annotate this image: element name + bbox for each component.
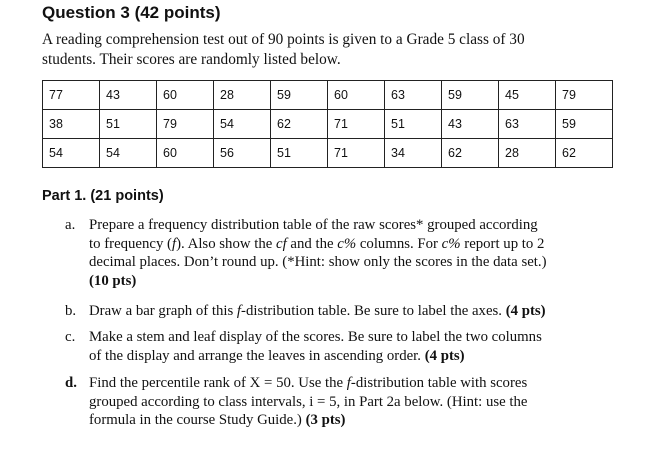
item-d-f-symbol: f [346,375,351,391]
item-d-points: (3 pts) [305,412,346,429]
item-b-f-symbol: f [236,303,242,319]
item-d-line-3 [89,411,625,430]
score-cell: 77 [43,81,100,110]
item-a-line-1: Prepare a frequency distribution table of the raw scores* grouped according [89,217,538,233]
item-a-text: and the [286,235,338,252]
score-cell: 28 [214,81,271,110]
question-item-d [65,374,625,430]
item-a-line-3: decimal places. Don’t round up. (*Hint: show only the scores in the data set.) [89,254,547,271]
question-item-a [65,216,625,290]
score-cell: 51 [271,139,328,168]
score-cell: 63 [499,110,556,139]
item-b-line-1 [89,302,625,321]
score-cell: 63 [385,81,442,110]
intro-paragraph [42,30,622,70]
score-cell: 62 [271,110,328,139]
question-item-b [65,302,625,321]
item-a-line-2 [89,235,625,254]
item-d-letter: d. [65,375,77,391]
item-a-letter: a. [65,217,76,233]
question-item-c [65,328,625,365]
item-d-line-1 [89,374,625,393]
item-d-text: formula in the course Study Guide.) [89,412,306,429]
item-c-points: (4 pts) [424,347,465,364]
score-cell: 43 [442,110,499,139]
item-a-text: to frequency ( [89,235,172,252]
item-c-letter: c. [65,329,76,345]
score-cell: 62 [442,139,499,168]
scores-table [42,80,613,168]
item-d-text: -distribution table with scores [350,375,528,391]
score-cell: 54 [100,139,157,168]
score-cell: 59 [442,81,499,110]
score-cell: 54 [214,110,271,139]
item-a-points: (10 pts) [89,272,137,289]
item-b-letter: b. [65,303,77,319]
item-a-f-symbol: f [172,235,177,252]
item-a-cf-symbol: cf [276,235,287,252]
item-b-points: (4 pts) [505,303,546,319]
intro-line-2: students. Their scores are randomly listed below. [42,51,341,68]
item-a-cpct-symbol: c% [337,235,357,252]
score-cell: 51 [385,110,442,139]
item-d-text: Find the percentile rank of X = 50. Use the [89,375,347,391]
score-cell: 34 [385,139,442,168]
score-cell: 79 [556,81,613,110]
score-cell: 56 [214,139,271,168]
question-heading: Question 3 (42 points) [42,3,221,22]
score-cell: 60 [328,81,385,110]
item-d-line-2: grouped according to class intervals, i = 5, in Part 2a below. (Hint: use the [89,393,528,410]
score-cell: 38 [43,110,100,139]
item-a-text: columns. For [356,235,442,252]
table-row [43,139,613,168]
score-cell: 71 [328,139,385,168]
score-cell: 62 [556,139,613,168]
item-a-cpct-symbol: c% [441,235,461,252]
score-cell: 79 [157,110,214,139]
score-cell: 59 [271,81,328,110]
table-row [43,110,613,139]
score-cell: 54 [43,139,100,168]
score-cell: 59 [556,110,613,139]
score-cell: 60 [157,81,214,110]
intro-line-1: A reading comprehension test out of 90 points is given to a Grade 5 class of 30 [42,31,525,48]
item-b-text: Draw a bar graph of this [89,303,237,319]
item-a-text: report up to 2 [460,235,545,252]
score-cell: 28 [499,139,556,168]
score-cell: 43 [100,81,157,110]
item-c-line-1: Make a stem and leaf display of the scores. Be sure to label the two columns [89,329,542,345]
item-a-text: ). Also show the [176,235,277,252]
score-cell: 51 [100,110,157,139]
score-cell: 45 [499,81,556,110]
part-1-title: Part 1. (21 points) [42,188,164,204]
score-cell: 71 [328,110,385,139]
score-cell: 60 [157,139,214,168]
table-row [43,81,613,110]
item-b-text: -distribution table. Be sure to label the axes. [241,303,506,319]
item-c-text: of the display and arrange the leaves in ascending order. [89,347,425,364]
item-c-line-2 [89,347,625,366]
